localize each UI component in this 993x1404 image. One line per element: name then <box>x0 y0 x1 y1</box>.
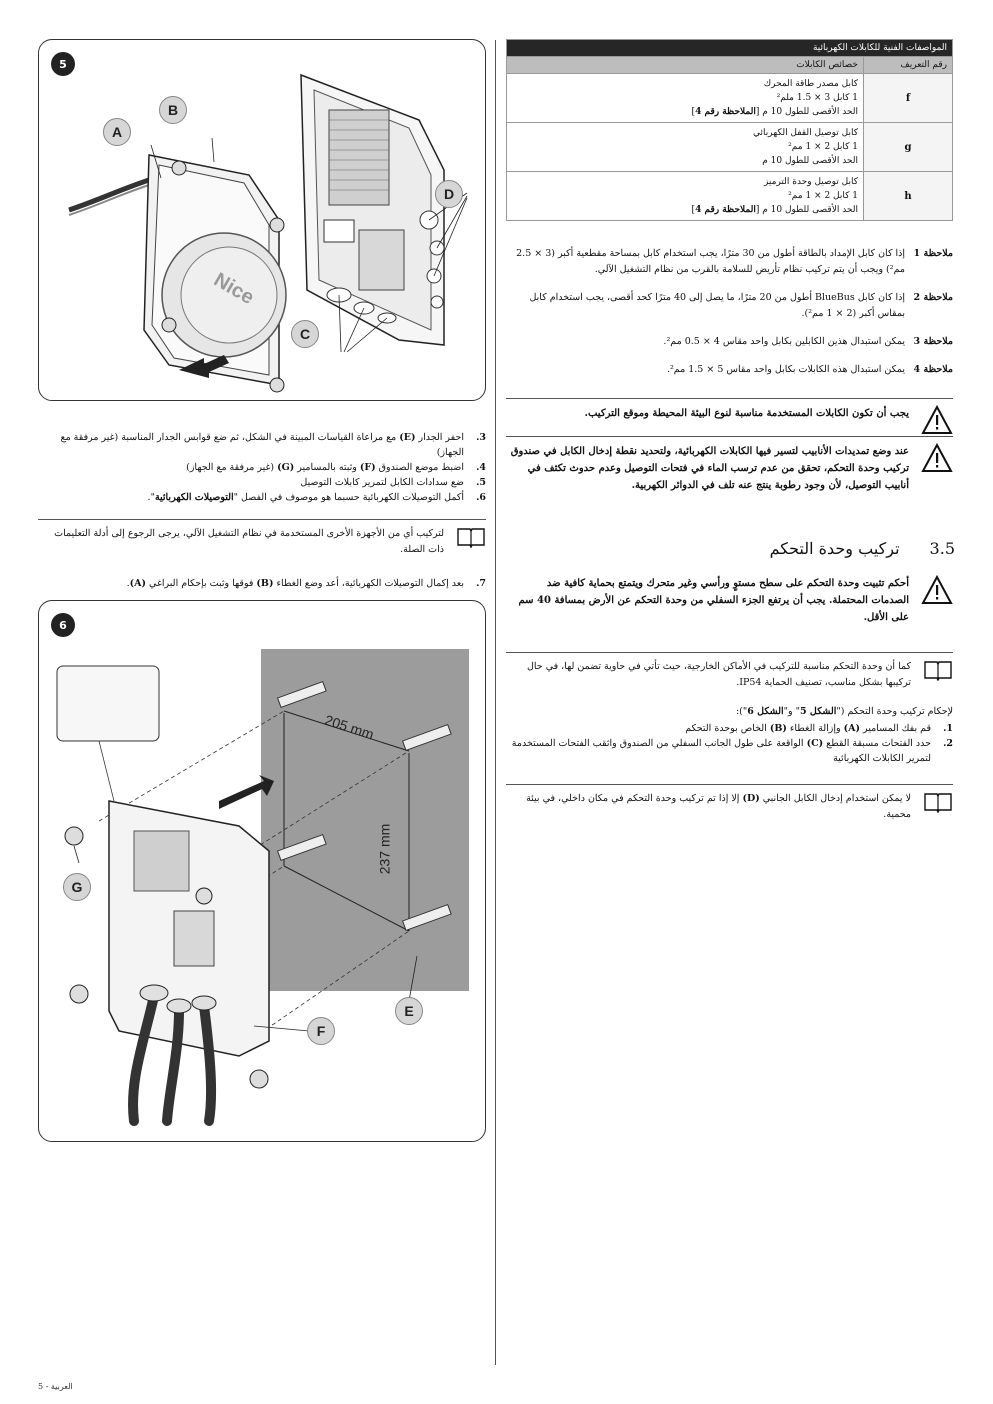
step-text-part: فوقها وثبت بإحكام البراغي <box>146 578 257 589</box>
step-text-part: مع مراعاة القياسات المبينة في الشكل، ثم ضع قوابس الجدار المناسبة (غير مرفقة مع الجهاز) <box>60 432 464 458</box>
desc-line <box>512 203 858 217</box>
step-bold: (A) <box>129 578 147 589</box>
note-text: إذا كان كابل الإمداد بالطاقة أطول من 30 مترًا، يجب استخدام كابل بمساحة مقطعية أكبر (3 × 2.5 مم²) ويجب أن يتم تركيب نظام تأريض للسلامة بالقرب من نظام التشغيل الآلي. <box>516 248 905 275</box>
desc-line: كابل توصيل وحدة الترميز <box>763 177 858 187</box>
table-row <box>507 74 953 123</box>
list-item <box>38 576 486 591</box>
nice-logo-text: Nice <box>210 268 258 310</box>
row-code: g <box>864 123 953 172</box>
list-item <box>506 736 953 766</box>
desc-text: ] <box>691 205 696 215</box>
info-text <box>506 791 921 823</box>
figure-number-badge: 6 <box>51 613 75 637</box>
label-g: G <box>63 873 91 901</box>
step-text-part: الواقعة على طول الجانب السفلي من الصندوق واثقب الفتحات المستخدمة لتمرير الكابلات الكهربائية <box>511 738 931 764</box>
list-item <box>38 490 486 505</box>
step-number: 3. <box>476 432 486 443</box>
step-bold: (E) <box>399 432 416 443</box>
step-text-part: بعد إكمال التوصيلات الكهربائية، أعد وضع الغطاء <box>273 578 464 589</box>
left-steps-list <box>38 430 486 505</box>
label-b: B <box>159 96 187 124</box>
figure-6 <box>38 600 486 1142</box>
intro-text: "): <box>735 706 748 717</box>
step-text-part: اضبط موضع الصندوق <box>375 462 464 473</box>
step-text <box>506 736 931 766</box>
section-number: 3.5 <box>929 539 955 558</box>
warning-text: عند وضع تمديدات الأنابيب لتسير فيها الكابلات الكهربائية، ولتحديد نقطة إدخال الكابل في صندوق تركيب وحدة التحكم، تحقق من عدم ترسب الماء في فتحات التوصيل وعدم حدوث تكثف في أنابيب التوصيل، لأن وجود رطوبة ينتج عنه تلف في الدوائر الكهربية. <box>510 446 909 491</box>
row-desc <box>507 172 864 221</box>
info-bold: (D) <box>742 793 760 804</box>
left-info-note <box>38 519 486 558</box>
note-item <box>506 290 953 322</box>
desc-text: الحد الأقصى للطول 10 م [ <box>755 205 858 215</box>
notes-list <box>506 246 953 384</box>
section-title: تركيب وحدة التحكم <box>769 539 900 558</box>
desc-line: الحد الأقصى للطول 10 م <box>762 156 858 166</box>
list-item <box>38 475 486 490</box>
list-item <box>38 460 486 475</box>
desc-line: 1 كابل 2 × 1 مم² <box>788 142 858 152</box>
figure-5 <box>38 39 486 401</box>
warning-text: يجب أن تكون الكابلات المستخدمة مناسبة لنوع البيئة المحيطة وموقع التركيب. <box>584 408 909 419</box>
right-steps-list <box>506 721 953 766</box>
info-text: لتركيب أي من الأجهزة الأخرى المستخدمة في نظام التشغيل الآلي، يرجى الرجوع إلى أدلة التعليمات ذات الصلة. <box>54 528 444 555</box>
step-bold: (B) <box>256 578 274 589</box>
manual-book-icon <box>454 526 486 558</box>
note-text: يمكن استبدال هذين الكابلين بكابل واحد مقاس 4 × 0.5 مم². <box>663 336 905 347</box>
label-d: D <box>435 180 463 208</box>
desc-line: 1 كابل 2 × 1 مم² <box>788 191 858 201</box>
step-bold: (F) <box>359 462 376 473</box>
page-footer: العربية - 5 <box>38 1382 73 1391</box>
desc-line: كابل مصدر طاقة المحرك <box>763 79 858 89</box>
step-text <box>38 490 464 505</box>
desc-line: كابل توصيل القفل الكهربائي <box>752 128 858 138</box>
row-code: h <box>864 172 953 221</box>
step-text <box>38 576 464 591</box>
intro-bold: الشكل 5 <box>800 706 837 717</box>
info-outdoor-ip54 <box>506 652 953 691</box>
column-header-code: رقم التعريف <box>864 57 953 74</box>
step-text-part: وثبته بالمسامير <box>294 462 360 473</box>
note-text: إذا كان كابل BlueBus أطول من 20 مترًا، ما يصل إلى 40 مترًا كحد أقصى، يجب استخدام كابل بمقاس أكبر (2 × 1 مم²). <box>529 292 905 319</box>
intro-bold: الشكل 6 <box>747 706 784 717</box>
note-text: يمكن استبدال هذه الكابلات بكابل واحد مقاس 5 × 1.5 مم². <box>666 364 905 375</box>
warning-triangle-icon <box>919 443 953 494</box>
step-text: ضع سدادات الكابل لتمرير كابلات التوصيل <box>300 477 464 488</box>
horizontal-dimension-label: 205 mm <box>322 711 376 743</box>
list-item <box>506 721 953 736</box>
info-text-part: لا يمكن استخدام إدخال الكابل الجانبي <box>759 793 911 804</box>
step-text-part: (غير مرفقة مع الجهاز) <box>186 462 278 473</box>
step-bold: (C) <box>806 738 824 749</box>
info-side-cable-entry <box>506 784 953 823</box>
wall-mounting-illustration <box>39 601 485 1141</box>
step-text <box>38 430 464 460</box>
warning-triangle-icon <box>919 405 953 439</box>
note-label: ملاحظة 3 <box>913 336 953 347</box>
control-unit-open-illustration <box>39 40 485 400</box>
step-number: 2. <box>943 738 953 749</box>
step-bold: (B) <box>769 723 787 734</box>
step-bold: (G) <box>277 462 295 473</box>
cable-spec-table <box>506 39 953 221</box>
list-item <box>38 430 486 460</box>
info-text-part: إلا إذا تم تركيب وحدة التحكم في مكان داخلي، في بيئة محمية. <box>526 793 911 820</box>
table-row <box>507 123 953 172</box>
warning-cable-type <box>506 398 953 439</box>
step-text <box>38 460 464 475</box>
step-number: 4. <box>476 462 486 473</box>
intro-text: لإحكام تركيب وحدة التحكم (" <box>836 706 953 717</box>
label-f: F <box>307 1017 335 1045</box>
step-text-part: أكمل التوصيلات الكهربائية حسبما هو موصوف في الفصل " <box>233 492 464 503</box>
table-row <box>507 172 953 221</box>
step-bold: (A) <box>843 723 861 734</box>
step-text-part: حدد الفتحات مسبقة القطع <box>823 738 931 749</box>
row-code: f <box>864 74 953 123</box>
step-text-part: ". <box>147 492 155 503</box>
step-bold: التوصيلات الكهربائية <box>154 492 234 503</box>
column-divider <box>495 40 496 1365</box>
step-text-part: وإزالة الغطاء <box>786 723 844 734</box>
note-label: ملاحظة 4 <box>913 364 953 375</box>
note-item <box>506 246 953 278</box>
desc-text: الحد الأقصى للطول 10 م [ <box>755 107 858 117</box>
figure-number-badge: 5 <box>51 52 75 76</box>
section-heading <box>700 539 955 558</box>
step-number: 6. <box>476 492 486 503</box>
vertical-dimension-label: 237 mm <box>376 823 393 875</box>
desc-line <box>512 105 858 119</box>
mounting-intro <box>506 704 953 720</box>
note-label: ملاحظة 2 <box>913 292 953 303</box>
note-label: ملاحظة 1 <box>913 248 953 259</box>
label-e: E <box>395 997 423 1025</box>
label-c: C <box>291 320 319 348</box>
desc-bold: الملاحظة رقم 4 <box>695 107 756 117</box>
warning-triangle-icon <box>919 575 953 626</box>
info-text: كما أن وحدة التحكم مناسبة للتركيب في الأماكن الخارجية، حيث تأتي في حاوية تضمن لها، في حال تركيبها بشكل مناسب، تصنيف الحماية IP54. <box>527 661 911 688</box>
note-item <box>506 334 953 350</box>
warning-conduit <box>506 436 953 494</box>
row-desc <box>507 74 864 123</box>
manual-book-icon <box>921 659 953 691</box>
step-text <box>506 721 931 736</box>
step-text-part: احفر الجدار <box>415 432 464 443</box>
left-step-7 <box>38 576 486 591</box>
column-header-desc: خصائص الكابلات <box>507 57 864 74</box>
warning-text: أحكم تثبيت وحدة التحكم على سطح مستوٍ ورأسي وغير متحرك ويتمتع بحماية كافية ضد الصدمات المحتملة. يجب أن يرتفع الجزء السفلي من وحدة التحكم عن الأرض بمسافة 40 سم على الأقل. <box>518 578 909 623</box>
desc-bold: الملاحظة رقم 4 <box>695 205 756 215</box>
step-text-part: قم بفك المسامير <box>860 723 931 734</box>
desc-text: ] <box>691 107 696 117</box>
step-number: 5. <box>476 477 486 488</box>
note-item <box>506 362 953 378</box>
desc-line: 1 كابل 3 × 1.5 ملم² <box>776 93 858 103</box>
intro-text: " و" <box>783 706 800 717</box>
row-desc <box>507 123 864 172</box>
manual-book-icon <box>921 791 953 823</box>
step-number: 7. <box>476 578 486 589</box>
label-a: A <box>103 118 131 146</box>
table-title: المواصفات الفنية للكابلات الكهربائية <box>507 40 953 57</box>
step-number: 1. <box>943 723 953 734</box>
warning-mounting-surface <box>506 569 953 626</box>
step-text-part: الخاص بوحدة التحكم <box>685 723 770 734</box>
step-text-part: . <box>126 578 130 589</box>
